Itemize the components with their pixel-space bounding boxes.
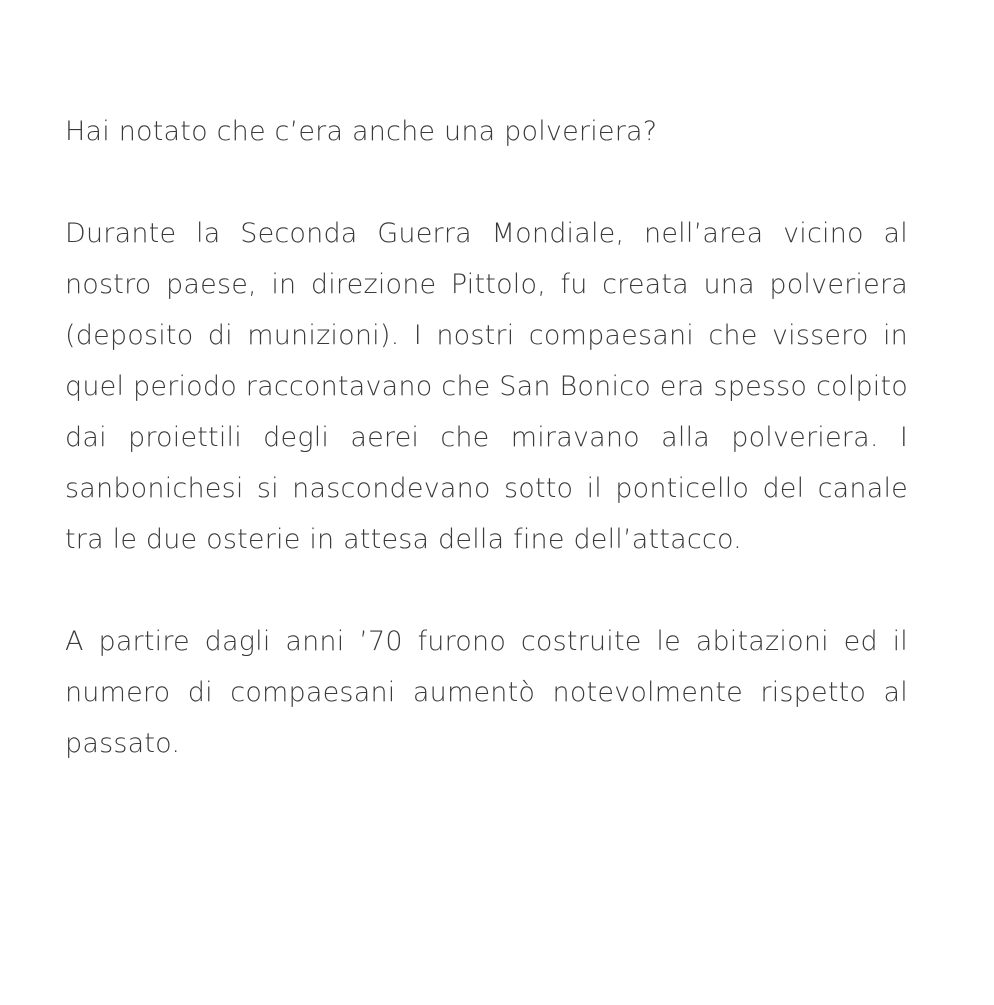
paragraph-housing-growth: A partire dagli anni ’70 furono costruite le abitazioni ed il numero di compaesani aumentò notevolmente rispetto al passato.	[65, 626, 908, 759]
paragraph-powder-magazine: Durante la Seconda Guerra Mondiale, nell’area vicino al nostro paese, in direzione Pittolo, fu creata una polveriera (deposito di munizioni). I nostri compaesani che vissero in quel periodo raccontavano che San Bonico era spesso colpito dai proiettili degli aerei che miravano alla polveriera. I sanbonichesi si nascondevano sotto il ponticello del canale tra le due osterie in attesa della fine dell’attacco.	[65, 218, 908, 555]
document-body	[65, 106, 908, 769]
paragraph-spacer	[65, 565, 908, 616]
question-heading: Hai notato che c’era anche una polveriera?	[65, 116, 658, 147]
paragraph-spacer	[65, 157, 908, 208]
